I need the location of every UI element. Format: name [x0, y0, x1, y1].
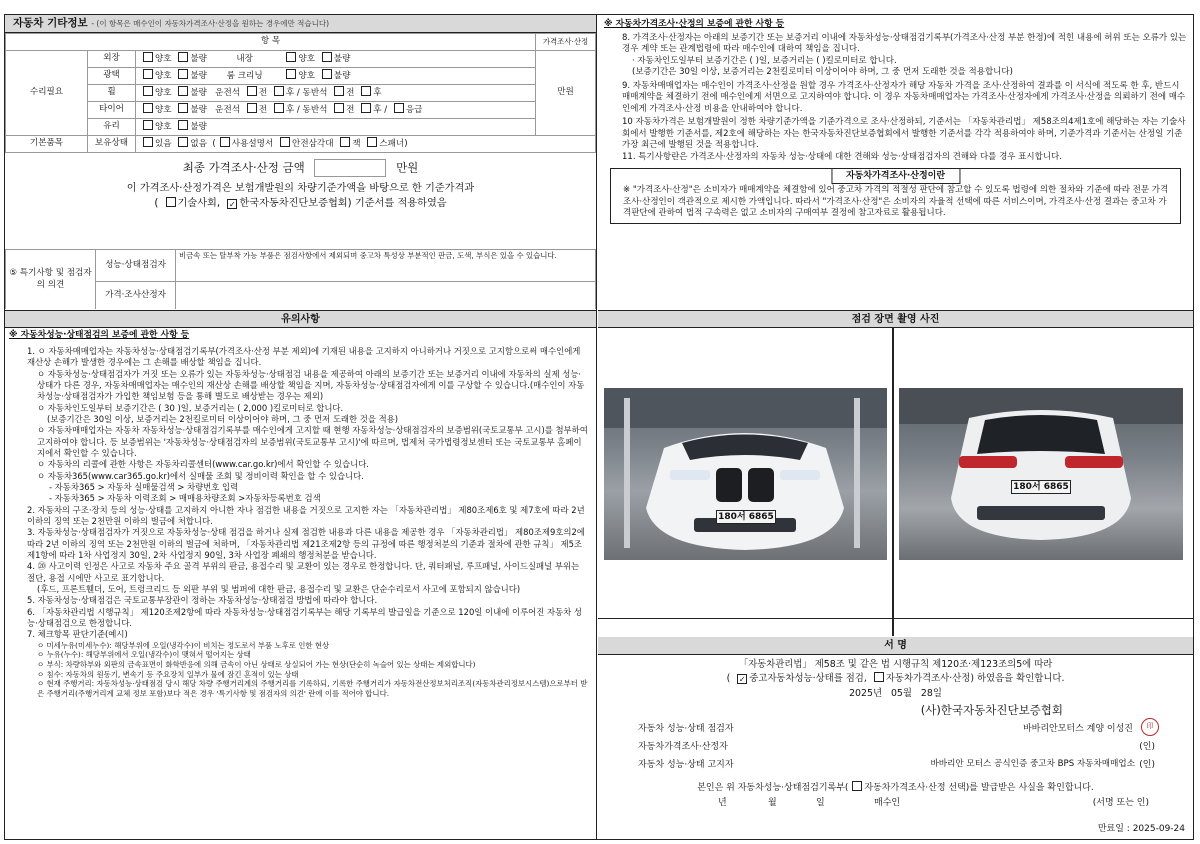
front-car-icon [604, 388, 887, 560]
checkbox-exterior-bad[interactable] [178, 52, 188, 62]
opt-bad: 불량 [333, 71, 351, 82]
opt-good: 양호 [155, 54, 172, 65]
buyer-day: 일 [816, 797, 825, 808]
section-title-note: - (이 항목은 매수인이 자동차가격조사·산정을 원하는 경우에만 적습니다) [91, 19, 330, 28]
row-exterior: 외장 [88, 51, 136, 68]
opt-good: 양호 [298, 71, 316, 82]
buyer-label: 매수인 [874, 797, 901, 808]
opt-bad: 불량 [190, 71, 207, 82]
price-item-11: 11. 특기사항란은 가격조사·산정자의 자동차 성능·상태에 대한 견해와 성능·상태점검자의 견해와 다를 경우 표시합니다. [622, 151, 1062, 162]
perf-label: 성능·상태점검자 [96, 250, 176, 282]
checkbox-basis-tech[interactable] [166, 197, 176, 207]
opt-passenger: 동반석 [302, 88, 328, 99]
opt-good: 양호 [155, 71, 172, 82]
buyer-sign-row [598, 794, 1193, 812]
row-wheel-options: 양호 불량 운전석 전 후 / 동반석 전 후 [136, 85, 536, 102]
price-label: 가격·조사산정자 [96, 282, 176, 310]
checkbox-manual[interactable] [220, 137, 230, 147]
opt-rear: 후 [373, 105, 382, 116]
confirm-line: ( ✓ 중고자동차성능·상태를 점검, 자동차가격조사·산정) 하였음을 확인합니다. [726, 672, 1065, 684]
opt-driver: 운전석 [215, 105, 241, 116]
special-label: ⑤ 특기사항 및 점검자의 의견 [6, 250, 96, 310]
opt-front: 전 [346, 105, 355, 116]
opt-have: 있음 [155, 139, 172, 150]
checkbox-gloss-good[interactable] [143, 69, 153, 79]
col-price-header: 가격조사·산정 [536, 34, 596, 51]
price-item-10: 10 자동차가격은 보험개발원이 정한 차량기준가액을 기준가격으로 조사·산정하되, 기준서는 「자동차관리법」 제58조의4제1호에 해당하는 자는 기술사회에서 발행한 기준서를, 제2호에 해당하는 자는 한국자동차진단보증협회에서 발행한 기준서를 각각 적용하여야 하며, 기준가격과 기준서는 산정일 기준 가장 최근에 발행된 것을 적용합니다. [622, 117, 1186, 151]
price-heading: ※ 자동차가격조사·산정의 보증에 관한 사항 등 [604, 19, 785, 29]
checkbox-none[interactable] [178, 137, 188, 147]
row-gloss: 광택 [88, 68, 136, 85]
row-room-cleaning: 룸 크리닝 [226, 71, 263, 82]
checkbox-wheel-driver-front[interactable] [247, 86, 257, 96]
signers [598, 721, 1193, 781]
price-guarantee [598, 15, 1193, 309]
buyer-month: 월 [768, 797, 777, 808]
rear-plate: 180서 6865 [1011, 480, 1071, 494]
checkbox-wheel-pass-rear[interactable] [361, 86, 371, 96]
checkbox-glass-good[interactable] [143, 120, 153, 130]
checkbox-jack[interactable] [340, 137, 350, 147]
org-name: (사)한국자동차진단보증협회 [920, 703, 1063, 718]
repair-table [5, 33, 596, 153]
section-title-text: 자동차 기타정보 [13, 17, 88, 29]
note-7: 7. 체크항목 판단기준(예시) [27, 629, 128, 640]
opt-front: 전 [258, 105, 268, 116]
r3-value: 바바리안 모터스 공식인증 중고차 BPS 자동차매매업소 [930, 758, 1135, 769]
note-4b: (후드, 프론트휀더, 도어, 트렁크리드 등 외판 부위 및 범퍼에 대한 판금, 용접수리 및 교환은 단순수리로서 사고에 포함되지 않습니다) [37, 584, 521, 595]
opt-manual: 사용설명서 [231, 139, 274, 150]
checkbox-tire-driver-rear[interactable] [274, 103, 284, 113]
r2-label: 자동차가격조사·산정자 [638, 741, 728, 752]
row-interior: 내장 [236, 54, 253, 65]
checkbox-triangle[interactable] [280, 137, 290, 147]
note-7b: ㅇ 누유(누수): 해당부위에서 오일(냉각수)이 맺혀서 떨어지는 상태 [37, 650, 251, 660]
hold-status: 보유상태 [88, 136, 136, 153]
note-1b: ㅇ 자동차성능·상태점검자가 거짓 또는 오류가 있는 자동차성능·상태점검 내용을 제공하여 아래의 보증기간 또는 보증거리 이내에 자동차의 실제 성능·상태가 다른 경우, 자동차매매업자는 매수인의 재산상 손해를 배상할 책임을 지며, 자동차성능·상태점검자에게 이를 구상할 수 있습니다.(매수인이 자동차성능·상태점검자가 가입한 책임보험 등을 통해 별도로 배상받는 경우는 제외) [37, 368, 585, 402]
checkbox-tire-driver-front[interactable] [247, 103, 257, 113]
checkbox-confirm-perf[interactable]: ✓ [738, 674, 746, 684]
buyer-line-b: 자동차가격조사·산정 선택)를 발급받은 사실을 확인합니다. [864, 782, 1094, 793]
opt-good: 양호 [155, 88, 172, 99]
note-3: 3. 자동차성능·상태점검자가 거짓으로 자동차성능·상태 점검을 하거나 실제 점검한 내용과 다른 내용을 제공한 경우 「자동차관리법」 제80조제9호의2에 따라 2년 이하의 징역 또는 2천만원 이하의 벌금에 처하며, 「자동차관리법 제21조제2항 등의 규정에 따른 행정처분의 기준과 절차에 관한 규칙」 제5조제1항에 따라 1차 사업정지 30일, 2차 사업정지 90일, 3차 사업장 폐쇄의 행정처분을 받습니다. [27, 527, 585, 561]
confirm-a: 중고자동차성능·상태를 점검, [749, 672, 867, 684]
checkbox-wheel-pass-front[interactable] [334, 86, 344, 96]
special-table [5, 249, 596, 309]
front-plate: 180서 6865 [716, 510, 776, 524]
checkbox-tire-good[interactable] [143, 103, 153, 113]
note-4: 4. ⑳ 사고이력 인정은 사고로 자동차 주요 골격 부위의 판금, 용접수리 및 교환이 있는 경우로 한정합니다. 단, 쿼터패널, 루프패널, 사이드실패널 부위는 절단, 용접 시에만 사고로 표기합니다. [27, 561, 580, 583]
note-1e: ㅇ 자동차의 리콜에 관한 사항은 자동차리콜센터(www.car.go.kr)에서 확인할 수 있습니다. [37, 459, 369, 470]
confirm-b: 자동차가격조사·산정) 하였음을 확인합니다. [885, 672, 1065, 684]
vehicle-other-info [5, 15, 596, 309]
seal-stamp-icon: 印 [1141, 718, 1159, 736]
note-1f: ㅇ 자동차365(www.car365.go.kr)에서 실매물 조회 및 정비이력 확인을 할 수 있습니다. [37, 470, 364, 481]
inspection-record-page [4, 14, 1194, 840]
notes-section [5, 310, 596, 839]
front-photo [604, 388, 887, 560]
checkbox-have[interactable] [143, 137, 153, 147]
opt-good: 양호 [155, 122, 172, 133]
law-line: 「자동차관리법」 제58조 및 같은 법 시행규칙 제120조·제123조의5에 따라 [738, 659, 1053, 670]
opt-good: 양호 [155, 105, 172, 116]
opt-bad: 불량 [333, 54, 351, 65]
repair-label: 수리필요 [6, 51, 88, 136]
note-2: 2. 자동차의 구조·장치 등의 성능·상태를 고지하지 아니한 자나 점검한 내용을 거짓으로 고지한 자는 「자동차관리법」 제80조제6호 및 제7호에 따라 2년 이하의 징역 또는 2천만원 이하의 벌금에 처합니다. [27, 504, 585, 527]
photos-header: 점검 장면 촬영 사진 [598, 310, 1193, 328]
row-tire-options: 양호 불량 운전석 전 후 / 동반석 전 후 / 응급 [136, 102, 536, 119]
final-price-input[interactable] [314, 159, 386, 177]
checkbox-wheel-good[interactable] [143, 86, 153, 96]
opt-bad: 불량 [190, 122, 207, 133]
section-title [5, 15, 596, 33]
sign-date [598, 688, 1193, 701]
row-glass: 유리 [88, 119, 136, 136]
buyer-line-a: 본인은 위 자동차성능·상태점검기록부( [697, 782, 849, 793]
note-1a: 1. ㅇ 자동차매매업자는 자동차성능·상태점검기록부(가격조사·산정 부분 제외)에 기재된 내용을 고지하지 아니하거나 거짓으로 고지함으로써 매수인에게 재산상 손해가 발생한 경우에는 그 손해를 배상할 책임을 집니다. [27, 345, 581, 368]
price-item-9: 9. 자동차매매업자는 매수인이 가격조사·산정을 원할 경우 가격조사·산정자가 해당 자동차 가격을 조사·산정하여 결과를 이 서식에 적도록 한 후, 반드시 매매계약을 체결하기 전에 매수인에게 서면으로 고지하여야 합니다. 이 경우 자동차매매업자는 가격조사·산정자에게 가격조사·산정을 의뢰하기 전에 매수인에게 가격조사·산정 비용을 안내하여야 합니다. [622, 80, 1186, 114]
checkbox-spanner[interactable] [367, 137, 377, 147]
rear-photo [899, 388, 1183, 560]
opt-passenger: 동반석 [302, 105, 328, 116]
basic-label: 기본품목 [6, 136, 88, 153]
opt-spanner: 스패너 [379, 139, 405, 150]
checkbox-gloss-bad[interactable] [178, 69, 188, 79]
row-tire: 타이어 [88, 102, 136, 119]
checkbox-interior-bad[interactable] [322, 52, 332, 62]
opt-jack: 잭 [352, 139, 361, 150]
checkbox-wheel-driver-rear[interactable] [274, 86, 284, 96]
row-glass-options [136, 119, 536, 136]
checkbox-glass-bad[interactable] [178, 120, 188, 130]
rear-car-icon [899, 388, 1183, 560]
opt-driver: 운전석 [215, 88, 241, 99]
signature-header: 서 명 [598, 637, 1193, 655]
checkbox-basis-kadda[interactable]: ✓ [229, 199, 236, 209]
opt-rear: 후 [373, 88, 382, 99]
date-month: 05 [890, 688, 903, 700]
notes-heading: ※ 자동차성능·상태점검의 보증에 관한 사항 등 [9, 330, 190, 340]
checkbox-room-good[interactable] [286, 69, 296, 79]
price-explain-text: ※ "가격조사·산정"은 소비자가 매매계약을 체결함에 있어 중고차 가격의 적절성 판단에 참고할 수 있도록 법령에 의한 절차와 기준에 따라 전문 가격조사·산정인이 객관적으로 제시한 가액입니다. 따라서 "가격조사·산정"은 소비자의 자율적 선택에 따른 서비스이며, 가격조사·산정 결과는 중고차 가격판단에 관하여 법적 구속력은 없고 소비자의 구매여부 결정에 참고자료로 활용됩니다. [623, 185, 1169, 218]
basis-line1: 이 가격조사·산정가격은 보험개발원의 차량기준가액을 바탕으로 한 기준가격과 [126, 183, 475, 194]
opt-front: 전 [258, 88, 268, 99]
photos-section [598, 310, 1193, 636]
notes-header: 유의사항 [5, 310, 596, 328]
final-price-label: 최종 가격조사·산정 금액 [182, 160, 305, 175]
opt-good: 양호 [298, 54, 316, 65]
opt-bad: 불량 [190, 105, 207, 116]
opt-rear: 후 [285, 88, 295, 99]
note-7d: ㅇ 침수: 자동차의 원동기, 변속기 등 주요장치 일부가 물에 잠긴 흔적이 있는 상태 [37, 669, 299, 679]
month-suffix: 월 [902, 688, 912, 700]
r3-label: 자동차 성능·상태 고지자 [638, 759, 734, 770]
unit-won: 만원 [536, 51, 596, 136]
opt-emergency: 응급 [405, 105, 423, 116]
note-1c2: (보증기간은 30일 이상, 보증거리는 2천킬로미터 이상이어야 하며, 그 중 먼저 도래한 것을 적용) [47, 413, 399, 424]
perf-text: 비금속 또는 탈부착 가능 부품은 점검사항에서 제외되며 중고차 특성상 부분적인 판금, 도색, 부식은 있을 수 있습니다. [176, 250, 596, 282]
col-item-header: 항 목 [6, 34, 536, 51]
note-1h: - 자동차365 > 자동차 이력조회 > 매매용차량조회 >자동차등록번호 검색 [49, 493, 321, 504]
note-5: 5. 자동차성능·상태점검은 국토교통부장관이 정하는 자동차성능·상태점검 방법에 따라야 합니다. [27, 595, 378, 606]
price-item-8: 8. 가격조사·산정자는 아래의 보증기간 또는 보증거리 이내에 자동차성능·상태점검기록부(가격조사·산정 부분 한정)에 적힌 내용에 허위 또는 오류가 있는 경우 계약 또는 관계법령에 따라 매수인에 대하여 책임을 집니다. [622, 32, 1187, 55]
expiry-date: 만료일 : 2025-09-24 [1097, 823, 1185, 834]
final-price-row [5, 159, 596, 177]
checkbox-confirm-price[interactable] [874, 672, 884, 682]
r1-value: 바바리안모터스 계양 이성진 [1022, 723, 1133, 734]
buyer-line [598, 781, 1193, 794]
checkbox-wheel-bad[interactable] [178, 86, 188, 96]
basis-opt2: 한국자동차진단보증협회 [239, 197, 348, 209]
opt-bad: 불량 [190, 88, 207, 99]
price-explain-box [610, 168, 1181, 224]
checkbox-tire-pass-rear[interactable] [361, 103, 371, 113]
checkbox-interior-good[interactable] [286, 52, 296, 62]
notes-list [5, 344, 596, 699]
price-comment[interactable] [176, 282, 596, 310]
right-column [598, 15, 1193, 839]
note-7e: ㅇ 현재 주행거리: 자동차성능·상태점검 당시 해당 차량 주행거리계의 주행거리를 기록하되, 기록한 주행거리가 자동차전산정보처리조직(자동차관리정보시스템)으로부터 받은 주행거리(주행거리계 교체 정보 포함)보다 적은 경우 '특기사항 및 점검자의 의견' 란에 이를 적어야 합니다. [37, 679, 588, 698]
buyer-year: 년 [718, 797, 727, 808]
left-column [5, 15, 597, 839]
row-gloss-options [136, 68, 536, 85]
row-exterior-options [136, 51, 536, 68]
opt-none: 없음 [190, 139, 207, 150]
basic-options: 있음 없음 ( 사용설명서 안전삼각대 잭 스패너) [136, 136, 596, 153]
price-explain-title: 자동차가격조사·산정이란 [831, 168, 960, 184]
opt-triangle: 안전삼각대 [292, 139, 334, 150]
buyer-sign[interactable]: (서명 또는 인) [1092, 797, 1149, 808]
checkbox-exterior-good[interactable] [143, 52, 153, 62]
year-suffix: 년 [872, 688, 882, 700]
opt-rear: 후 [285, 105, 295, 116]
basis-line2: ( 기술사회, ✓ 한국자동차진단보증협회) 기준서를 적용하였음 [154, 197, 447, 209]
price-item-8-sub1: · 자동차인도일부터 보증기간은 ( )일, 보증거리는 ( )킬로미터로 합니다. [632, 55, 897, 66]
opt-front: 전 [346, 88, 355, 99]
checkbox-tire-emergency[interactable] [394, 103, 404, 113]
checkbox-tire-bad[interactable] [178, 103, 188, 113]
opt-bad: 불량 [190, 54, 207, 65]
note-1d: ㅇ 자동차매매업자는 자동차 자동차성능·상태점검기록부를 매수인에게 고지할 때 현행 자동차성능·상태점검자의 보증범위(국토교통부 고시)를 첨부하여 고지하여야 합니다. 등 보증범위는 '자동차성능·상태점검자의 보증범위(국토교통부 고시)'에 따르며, 법제처 국가법령정보센터 또는 국토교통부 홈페이지에서 확인할 수 있습니다. [37, 425, 588, 458]
final-price-unit: 만원 [396, 160, 419, 175]
signature-section [598, 637, 1193, 839]
r3-seal: (인) [1139, 759, 1155, 770]
basis-tail: ) 기준서를 적용하였음 [347, 197, 447, 209]
day-suffix: 일 [932, 688, 942, 700]
basis-opt1: 기술사회, [177, 197, 221, 209]
note-1c: ㅇ 자동차인도일부터 보증기간은 ( 30 )일, 보증거리는 ( 2,000 )킬로미터로 합니다. [37, 402, 344, 413]
checkbox-buyer-price[interactable] [852, 781, 862, 791]
date-year: 2025 [849, 688, 873, 700]
note-7a: ㅇ 미세누유(미세누수): 해당부위에 오일(냉각수)이 비치는 정도로서 부품 노후로 인한 현상 [37, 640, 330, 650]
note-7c: ㅇ 부식: 차량하부와 외판의 금속표면이 화학반응에 의해 금속이 아닌 상태로 상실되어 가는 현상(단순히 녹슬어 있는 상태는 제외합니다) [37, 660, 476, 670]
note-1g: - 자동차365 > 자동차 실매물검색 > 차량번호 입력 [49, 482, 239, 492]
checkbox-tire-pass-front[interactable] [334, 103, 344, 113]
photo-bottom-line [598, 618, 1193, 619]
r1-label: 자동차 성능·상태 점검자 [638, 723, 734, 734]
date-day: 28 [920, 688, 933, 700]
photo-divider [892, 328, 894, 636]
checkbox-room-bad[interactable] [322, 69, 332, 79]
price-item-8-sub2: (보증기간은 30일 이상, 보증거리는 2천킬로미터 이상이어야 하며, 그 중 먼저 도래한 것을 적용합니다) [632, 67, 1013, 78]
row-wheel: 휠 [88, 85, 136, 102]
r2-value: (인) [1139, 741, 1155, 752]
note-6: 6. 「자동차관리법 시행규칙」 제120조제2항에 따라 자동차성능·상태점검기록부는 해당 기록부의 발급일을 기준으로 120일 이내에 이루어진 자동차 성능·상태점검으로 한정합니다. [27, 606, 583, 629]
